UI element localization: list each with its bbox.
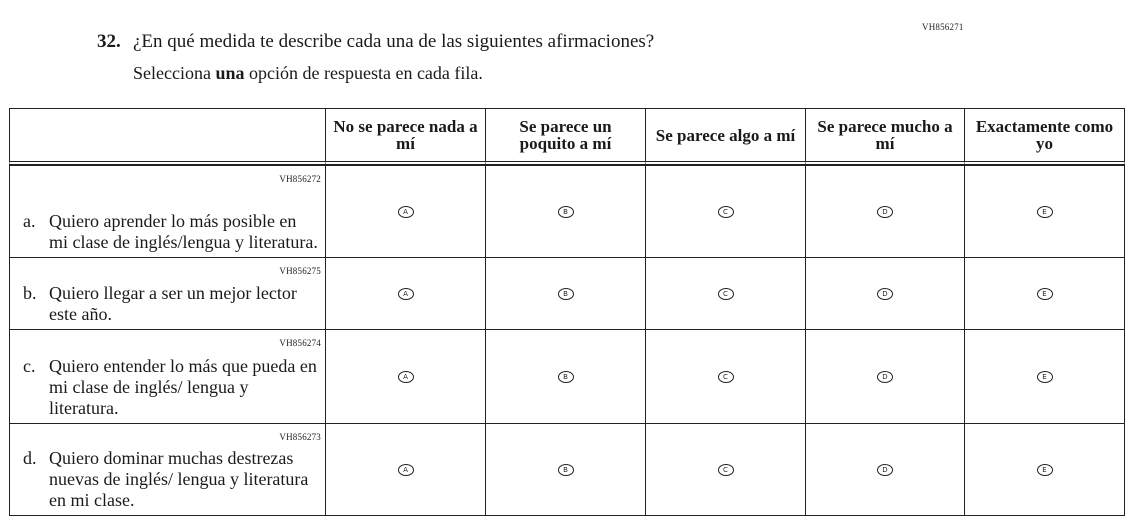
response-bubble-a[interactable]: A <box>398 371 414 383</box>
question-instruction <box>133 61 483 85</box>
statement-cell <box>9 258 326 330</box>
item-code: VH856275 <box>279 266 321 276</box>
response-option-cell <box>806 165 965 258</box>
item-code: VH856271 <box>922 22 964 32</box>
response-option-cell <box>326 424 486 516</box>
response-bubble-c[interactable]: C <box>718 288 734 300</box>
response-option-cell <box>965 424 1125 516</box>
response-option-cell <box>646 165 806 258</box>
response-option-cell <box>806 330 965 424</box>
response-option-cell <box>806 258 965 330</box>
response-option-cell <box>965 258 1125 330</box>
column-header-poquito: Se parece un poquito a mí <box>486 108 646 165</box>
column-header-mucho: Se parece mucho a mí <box>806 108 965 165</box>
response-bubble-e[interactable]: E <box>1037 464 1053 476</box>
response-bubble-a[interactable]: A <box>398 464 414 476</box>
statement-letter: b. <box>23 283 37 303</box>
item-code: VH856272 <box>279 174 321 184</box>
statement-text: Quiero entender lo más que pueda en mi clase de inglés/ lengua y literatura. <box>49 356 317 418</box>
response-option-cell <box>486 258 646 330</box>
response-bubble-b[interactable]: B <box>558 371 574 383</box>
response-bubble-d[interactable]: D <box>877 371 893 383</box>
response-option-cell <box>965 165 1125 258</box>
response-option-cell <box>326 330 486 424</box>
response-option-cell <box>646 330 806 424</box>
column-header-algo: Se parece algo a mí <box>646 108 806 165</box>
column-header-exactamente: Exactamente como yo <box>965 108 1125 165</box>
statement-cell <box>9 424 326 516</box>
statement-text: Quiero llegar a ser un mejor lector este año. <box>49 283 297 324</box>
question-text: ¿En qué medida te describe cada una de las siguientes afirmaciones? <box>133 31 655 52</box>
response-bubble-d[interactable]: D <box>877 206 893 218</box>
statement-letter: d. <box>23 448 37 468</box>
response-bubble-a[interactable]: A <box>398 288 414 300</box>
instruction-end: opción de respuesta en cada fila. <box>244 63 483 83</box>
instruction-start: Selecciona <box>133 63 216 83</box>
response-bubble-b[interactable]: B <box>558 464 574 476</box>
question-prompt <box>97 30 654 54</box>
response-bubble-c[interactable]: C <box>718 464 734 476</box>
response-option-cell <box>486 330 646 424</box>
response-bubble-c[interactable]: C <box>718 206 734 218</box>
instruction-emphasis: una <box>215 63 245 83</box>
response-option-cell <box>806 424 965 516</box>
statement-row <box>9 424 1125 516</box>
item-code: VH856274 <box>279 338 321 348</box>
response-option-cell <box>486 424 646 516</box>
response-grid <box>9 108 1125 516</box>
statement-text: Quiero dominar muchas destrezas nuevas de inglés/ lengua y literatura en mi clase. <box>49 448 309 510</box>
statement-row <box>9 330 1125 424</box>
response-bubble-b[interactable]: B <box>558 288 574 300</box>
question-number: 32. <box>97 31 121 52</box>
response-option-cell <box>646 424 806 516</box>
response-option-cell <box>965 330 1125 424</box>
response-option-cell <box>326 258 486 330</box>
statement <box>23 448 319 511</box>
statement-row <box>9 165 1125 258</box>
statement-text: Quiero aprender lo más posible en mi clase de inglés/lengua y literatura. <box>49 211 318 252</box>
statement-letter: a. <box>23 211 36 231</box>
response-option-cell <box>486 165 646 258</box>
response-bubble-d[interactable]: D <box>877 288 893 300</box>
column-header-no-se-parece: No se parece nada a mí <box>326 108 486 165</box>
response-bubble-a[interactable]: A <box>398 206 414 218</box>
statement <box>23 211 319 253</box>
response-bubble-b[interactable]: B <box>558 206 574 218</box>
statement <box>23 356 319 419</box>
response-option-cell <box>646 258 806 330</box>
grid-header-row <box>9 108 1125 165</box>
statement-letter: c. <box>23 356 36 376</box>
item-code: VH856273 <box>279 432 321 442</box>
response-bubble-e[interactable]: E <box>1037 288 1053 300</box>
response-bubble-c[interactable]: C <box>718 371 734 383</box>
response-bubble-e[interactable]: E <box>1037 206 1053 218</box>
statement <box>23 283 319 325</box>
response-option-cell <box>326 165 486 258</box>
statement-row <box>9 258 1125 330</box>
statement-cell <box>9 165 326 258</box>
response-bubble-e[interactable]: E <box>1037 371 1053 383</box>
statement-column-header <box>9 108 326 165</box>
response-bubble-d[interactable]: D <box>877 464 893 476</box>
statement-cell <box>9 330 326 424</box>
